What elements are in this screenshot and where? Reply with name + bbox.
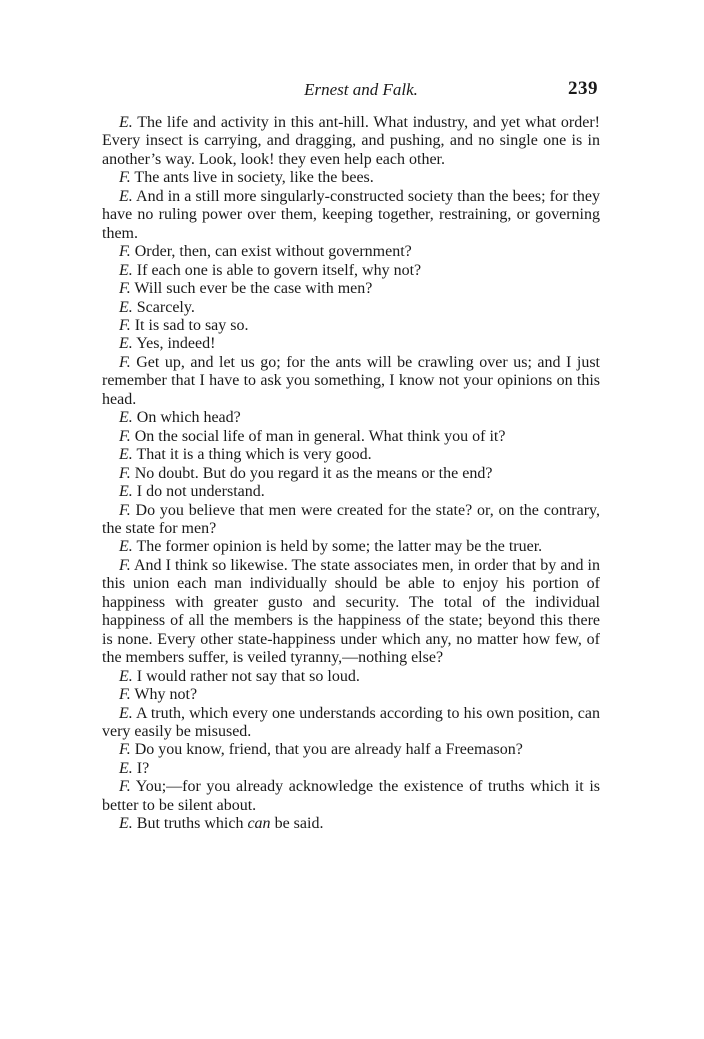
speaker-label: F. [119,243,131,261]
dialogue-paragraph [102,409,600,427]
speech-text: Order, then, can exist without government? [130,243,412,261]
dialogue-paragraph [102,335,600,353]
speaker-label: F. [119,556,131,574]
dialogue-paragraph [102,502,600,539]
dialogue-paragraph [102,354,600,409]
dialogue-paragraph [102,317,600,335]
speech-text: Yes, indeed! [132,335,216,353]
dialogue-paragraph [102,262,600,280]
speech-text: If each one is able to govern itself, why not? [132,261,422,279]
speech-text: It is sad to say so. [130,316,249,334]
speaker-label: E. [119,114,133,131]
speaker-label: E. [119,483,133,501]
speaker-label: E. [119,667,133,685]
dialogue-paragraph [102,465,600,483]
speaker-label: E. [119,187,133,205]
dialogue-paragraph [102,815,600,833]
speaker-label: E. [119,335,133,353]
speech-text: I do not understand. [132,483,265,501]
speech-text: On the social life of man in general. What think you of it? [130,427,506,445]
speech-text: Do you believe that men were created for the state? or, on the contrary, the state for men? [102,501,600,537]
speech-text: That it is a thing which is very good. [132,446,372,464]
speech-text: The former opinion is held by some; the latter may be the truer. [132,538,543,556]
speech-text: Will such ever be the case with men? [130,280,373,298]
speech-text: And in a still more singularly-constructed society than the bees; for they have no ruling power over them, keeping together, restraining, or governing them. [102,187,600,242]
page-number: 239 [568,78,598,99]
speaker-label: E. [119,704,133,722]
speaker-label: F. [119,741,131,759]
dialogue-paragraph [102,778,600,815]
speech-text: And I think so likewise. The state associates men, in order that by and in this union each man individually should be able to enjoy his portion of happiness with greater gusto and security. The total of the individual happiness of all the members is the happiness of the state; beyond this there is none. Every other state-happiness under which any, no matter how few, of the members suffer, is veiled tyranny,—nothing else? [102,556,600,667]
speaker-label: F. [119,427,131,445]
speaker-label: F. [119,686,131,704]
speech-text: Scarcely. [132,298,195,316]
dialogue-paragraph [102,741,600,759]
dialogue-paragraph [102,428,600,446]
page-header [102,78,600,104]
speaker-label: F. [119,778,131,796]
dialogue-paragraph [102,114,600,169]
dialogue-paragraph [102,686,600,704]
speaker-label: E. [119,538,133,556]
dialogue-paragraph [102,280,600,298]
emphasis-text: can [247,815,271,833]
dialogue-paragraph [102,299,600,317]
speaker-label: E. [119,298,133,316]
speaker-label: E. [119,759,133,777]
dialogue-paragraph [102,760,600,778]
dialogue-paragraph [102,483,600,501]
dialogue-paragraph [102,668,600,686]
speech-text: Get up, and let us go; for the ants will be crawling over us; and I just remember that I have to ask you something, I know not your opinions on this head. [102,353,600,408]
speech-text: I? [132,759,150,777]
dialogue-text [102,114,600,834]
speech-text: On which head? [132,409,241,427]
speaker-label: E. [119,409,133,427]
speaker-label: F. [119,501,131,519]
dialogue-paragraph [102,538,600,556]
speech-text: The ants live in society, like the bees. [130,169,374,187]
dialogue-paragraph [102,557,600,668]
dialogue-paragraph [102,705,600,742]
speaker-label: F. [119,169,131,187]
speech-text: I would rather not say that so loud. [132,667,360,685]
running-title: Ernest and Falk. [304,80,418,99]
speaker-label: F. [119,280,131,298]
dialogue-paragraph [102,169,600,187]
speaker-label: F. [119,353,131,371]
speech-text: Why not? [130,686,198,704]
speech-text: Do you know, friend, that you are already half a Freemason? [130,741,523,759]
speech-text: The life and activity in this ant-hill. What industry, and yet what order! Every insect is carrying, and dragging, and pushing, and no single one is in another’s way. Look, look! they even help each other. [102,114,600,168]
speaker-label: F. [119,316,131,334]
speaker-label: F. [119,464,131,482]
speaker-label: E. [119,815,133,833]
speaker-label: E. [119,446,133,464]
speech-text: You;—for you already acknowledge the existence of truths which it is better to be silent about. [102,778,600,814]
book-page [102,78,600,834]
speech-text: No doubt. But do you regard it as the means or the end? [130,464,493,482]
speech-text: A truth, which every one understands according to his own position, can very easily be misused. [102,704,600,740]
dialogue-paragraph [102,243,600,261]
speech-text: But truths which [132,815,248,833]
speech-text: be said. [270,815,324,833]
speaker-label: E. [119,261,133,279]
dialogue-paragraph [102,188,600,243]
dialogue-paragraph [102,446,600,464]
